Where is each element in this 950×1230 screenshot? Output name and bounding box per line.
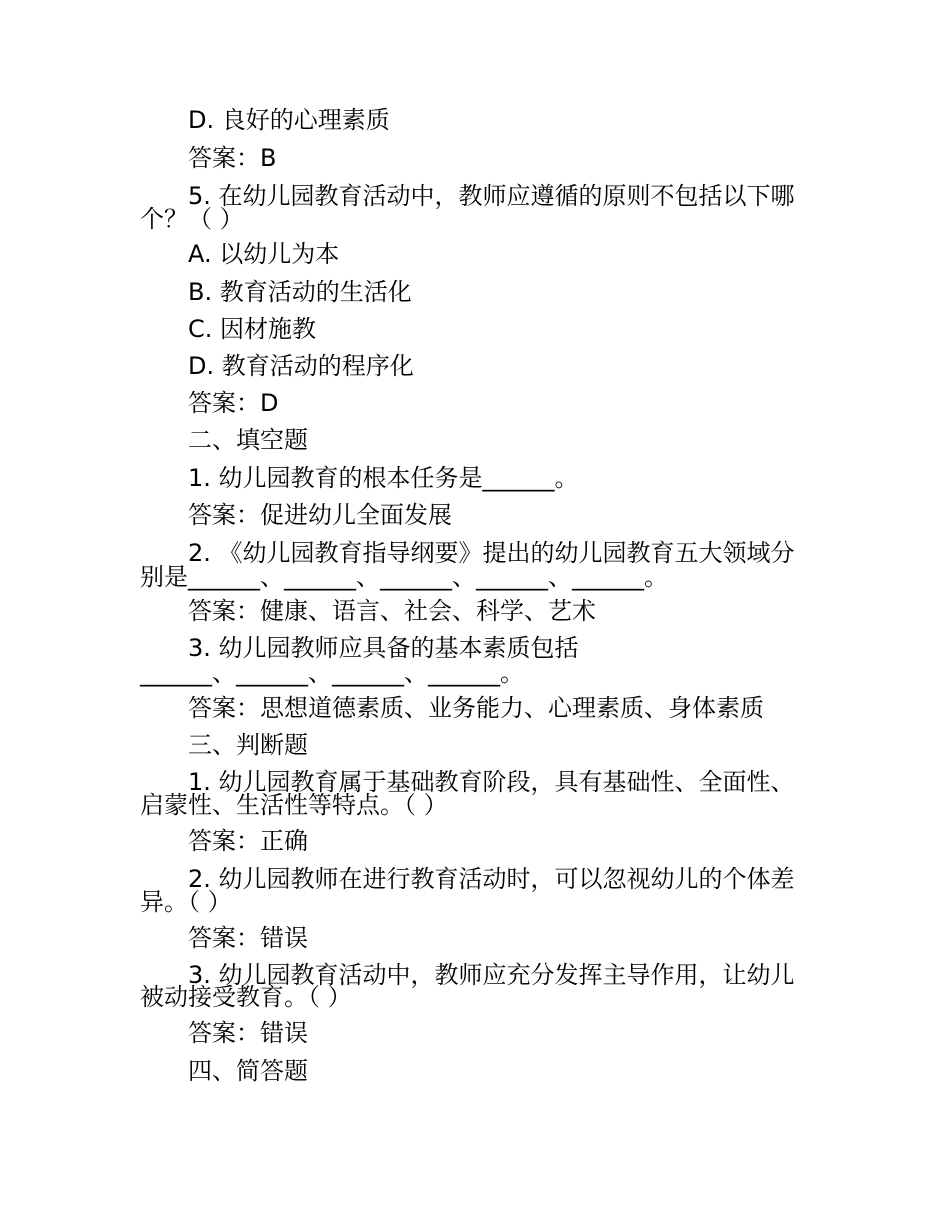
fill-question-3-line-1: 3. 幼儿园教师应具备的基本素质包括 <box>188 634 579 662</box>
tf-answer-1: 答案：正确 <box>188 827 308 855</box>
fill-question-2-line-1: 2. 《幼儿园教育指导纲要》提出的幼儿园教育五大领域分 <box>188 539 795 567</box>
option-d: D. 教育活动的程序化 <box>188 352 414 380</box>
fill-answer-3: 答案：思想道德素质、业务能力、心理素质、身体素质 <box>188 694 764 722</box>
option-c: C. 因材施教 <box>188 315 317 343</box>
tf-question-3-line-1: 3. 幼儿园教育活动中，教师应充分发挥主导作用，让幼儿 <box>188 961 795 989</box>
option-a: A. 以幼儿为本 <box>188 240 340 268</box>
section-heading-true-false: 三、判断题 <box>188 731 308 759</box>
tf-answer-2: 答案：错误 <box>188 924 308 952</box>
tf-question-2-line-2: 异。（ ） <box>140 888 232 916</box>
answer-q4: 答案：B <box>188 144 277 172</box>
section-heading-fill-in: 二、填空题 <box>188 426 308 454</box>
option-d-psychological-quality: D. 良好的心理素质 <box>188 106 390 134</box>
tf-question-3-line-2: 被动接受教育。（ ） <box>140 983 352 1011</box>
tf-question-1-line-2: 启蒙性、生活性等特点。（ ） <box>140 791 448 819</box>
tf-answer-3: 答案：错误 <box>188 1019 308 1047</box>
question-5-line-2: 个？（ ） <box>140 205 244 233</box>
fill-answer-1: 答案：促进幼儿全面发展 <box>188 501 452 529</box>
fill-answer-2: 答案：健康、语言、社会、科学、艺术 <box>188 597 596 625</box>
fill-question-2-line-2: 别是______、______、______、______、______。 <box>140 563 668 591</box>
answer-q5: 答案：D <box>188 389 279 417</box>
fill-question-3-line-2: ______、______、______、______。 <box>140 659 524 687</box>
section-heading-short-answer: 四、简答题 <box>188 1057 308 1085</box>
tf-question-1-line-1: 1. 幼儿园教育属于基础教育阶段，具有基础性、全面性、 <box>188 768 795 796</box>
option-b: B. 教育活动的生活化 <box>188 278 412 306</box>
fill-question-1: 1. 幼儿园教育的根本任务是______。 <box>188 464 579 492</box>
question-5-line-1: 5. 在幼儿园教育活动中，教师应遵循的原则不包括以下哪 <box>188 182 795 210</box>
tf-question-2-line-1: 2. 幼儿园教师在进行教育活动时，可以忽视幼儿的个体差 <box>188 865 795 893</box>
